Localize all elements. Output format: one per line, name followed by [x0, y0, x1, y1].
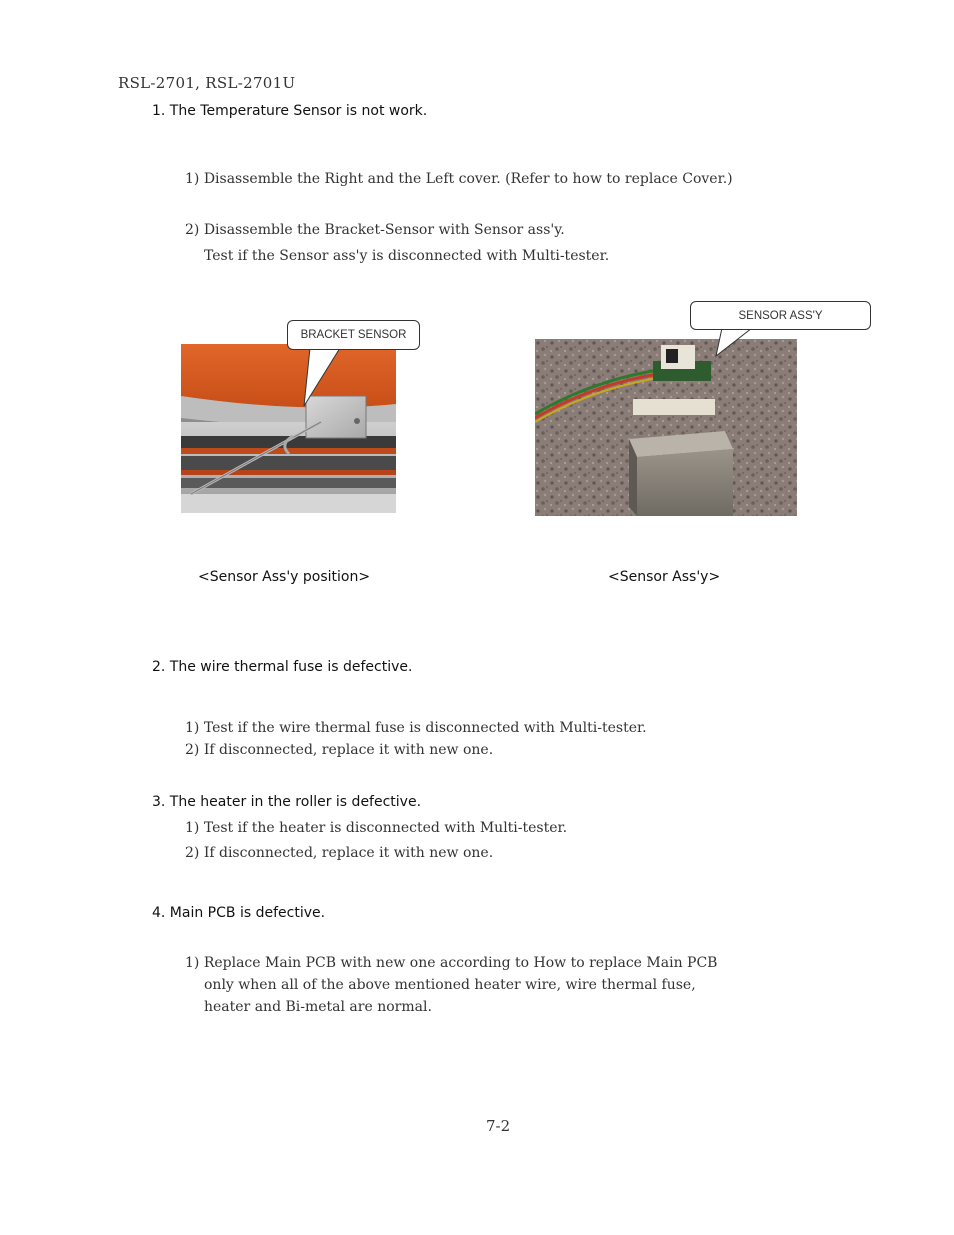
section4-step1-line1: 1) Replace Main PCB with new one according to How to replace Main PCB — [185, 955, 718, 971]
sensor-assy-photo — [535, 339, 797, 516]
sensor-position-photo — [181, 344, 396, 513]
section1-step2-line1: 2) Disassemble the Bracket-Sensor with Sensor ass'y. — [185, 222, 565, 238]
section3-heading: 3. The heater in the roller is defective. — [152, 794, 422, 810]
model-header: RSL-2701, RSL-2701U — [118, 74, 296, 92]
section3-step2: 2) If disconnected, replace it with new one. — [185, 845, 494, 861]
section2-heading: 2. The wire thermal fuse is defective. — [152, 659, 413, 675]
bracket-sensor-callout-pointer — [300, 348, 350, 410]
sensor-position-caption: <Sensor Ass'y position> — [198, 569, 371, 585]
section3-step1: 1) Test if the heater is disconnected with Multi-tester. — [185, 820, 568, 836]
sensor-assy-caption: <Sensor Ass'y> — [608, 569, 721, 585]
section2-step2: 2) If disconnected, replace it with new one. — [185, 742, 494, 758]
section2-step1: 1) Test if the wire thermal fuse is disconnected with Multi-tester. — [185, 720, 647, 736]
section1-step2-line2: Test if the Sensor ass'y is disconnected with Multi-tester. — [204, 248, 610, 264]
page-number: 7-2 — [486, 1117, 511, 1135]
section4-step1-line2: only when all of the above mentioned heater wire, wire thermal fuse, — [204, 977, 696, 993]
section4-step1-line3: heater and Bi-metal are normal. — [204, 999, 432, 1015]
section1-step1: 1) Disassemble the Right and the Left cover. (Refer to how to replace Cover.) — [185, 171, 733, 187]
bracket-sensor-callout: BRACKET SENSOR — [287, 320, 420, 350]
section1-heading: 1. The Temperature Sensor is not work. — [152, 103, 428, 119]
sensor-assy-callout: SENSOR ASS'Y — [690, 301, 871, 330]
section4-heading: 4. Main PCB is defective. — [152, 905, 326, 921]
sensor-assy-callout-pointer — [712, 328, 762, 358]
